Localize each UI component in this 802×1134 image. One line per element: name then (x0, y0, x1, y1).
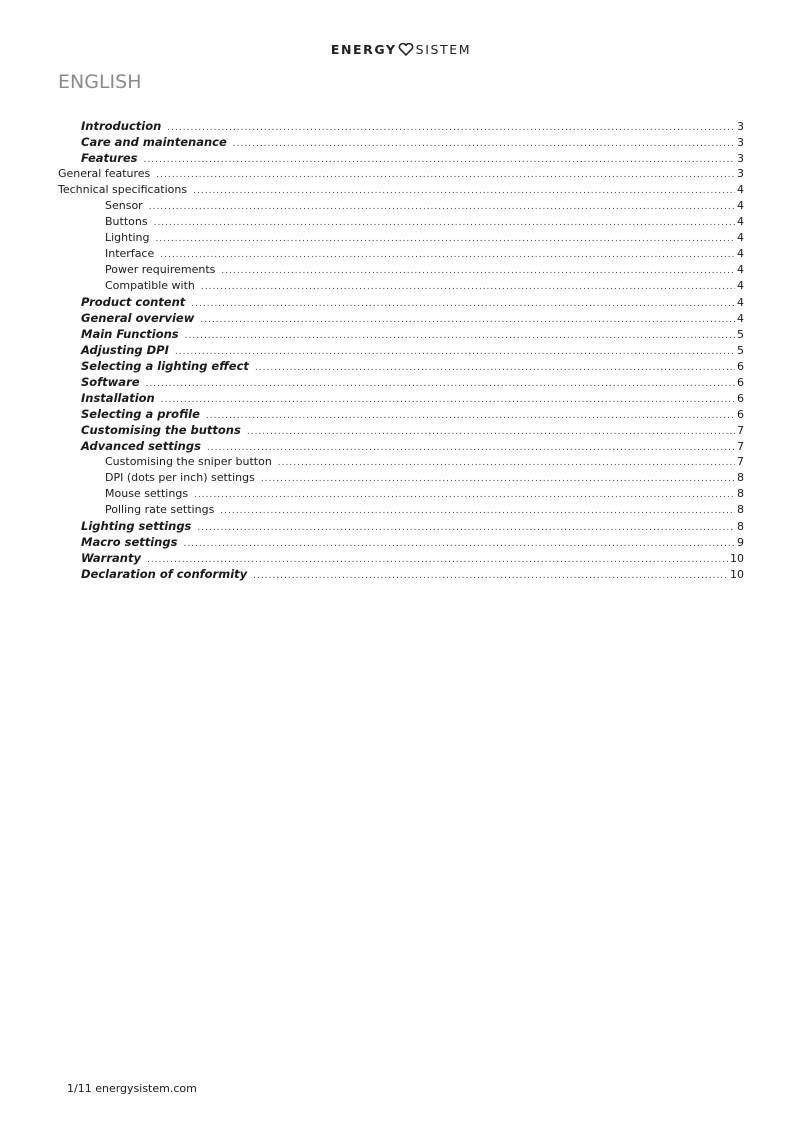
toc-entry-page: 8 (737, 471, 744, 484)
toc-entry[interactable] (58, 167, 744, 181)
toc-leader-dots (149, 200, 735, 214)
toc-entry-title: Declaration of conformity (81, 567, 248, 581)
toc-entry-title: General features (58, 167, 151, 180)
toc-entry-title: Features (81, 151, 138, 165)
toc-entry[interactable] (81, 327, 744, 341)
toc-entry-title: Selecting a profile (81, 407, 200, 421)
toc-entry-title: Interface (105, 247, 155, 260)
toc-entry-page: 5 (737, 344, 744, 357)
toc-leader-dots (144, 153, 735, 167)
toc-entry-title: Software (81, 375, 140, 389)
toc-entry[interactable] (105, 487, 744, 501)
toc-entry[interactable] (81, 311, 744, 325)
toc-leader-dots (206, 409, 735, 423)
toc-entry-title: Mouse settings (105, 487, 189, 500)
toc-entry-title: Polling rate settings (105, 503, 215, 516)
toc-entry-title: DPI (dots per inch) settings (105, 471, 255, 484)
toc-leader-dots (278, 456, 735, 470)
page-indicator: 1/11 (67, 1082, 92, 1095)
toc-leader-dots (197, 521, 735, 535)
toc-entry-page: 8 (737, 503, 744, 516)
toc-entry-page: 6 (737, 392, 744, 405)
toc-entry-title: Warranty (81, 551, 141, 565)
toc-entry[interactable] (81, 359, 744, 373)
toc-entry[interactable] (81, 535, 744, 549)
toc-leader-dots (175, 345, 735, 359)
toc-entry[interactable] (81, 119, 744, 133)
toc-entry-title: Main Functions (81, 327, 179, 341)
toc-leader-dots (191, 297, 735, 311)
toc-entry-title: Customising the buttons (81, 423, 241, 437)
toc-entry-page: 3 (737, 136, 744, 149)
toc-entry[interactable] (81, 391, 744, 405)
toc-leader-dots (155, 232, 735, 246)
toc-leader-dots (233, 137, 735, 151)
toc-entry-page: 4 (737, 183, 744, 196)
toc-leader-dots (154, 216, 735, 230)
toc-entry[interactable] (81, 375, 744, 389)
toc-entry-page: 4 (737, 296, 744, 309)
toc-entry[interactable] (81, 439, 744, 453)
brand-logo (0, 41, 802, 57)
toc-leader-dots (160, 248, 735, 262)
toc-leader-dots (200, 313, 735, 327)
toc-leader-dots (147, 553, 728, 567)
toc-entry[interactable] (105, 215, 744, 229)
toc-entry-title: Product content (81, 295, 186, 309)
toc-entry-title: Introduction (81, 119, 162, 133)
toc-leader-dots (261, 472, 735, 486)
toc-entry[interactable] (81, 343, 744, 357)
toc-entry-page: 6 (737, 408, 744, 421)
toc-entry[interactable] (81, 423, 744, 437)
language-heading: ENGLISH (58, 71, 142, 93)
toc-entry-page: 6 (737, 376, 744, 389)
toc-entry-page: 4 (737, 247, 744, 260)
website-url[interactable]: energysistem.com (95, 1082, 197, 1095)
toc-entry-title: Lighting (105, 231, 150, 244)
heart-check-icon (398, 43, 414, 56)
toc-entry-page: 4 (737, 263, 744, 276)
toc-leader-dots (167, 121, 735, 135)
toc-entry-title: General overview (81, 311, 195, 325)
toc-entry-title: Advanced settings (81, 439, 201, 453)
toc-entry[interactable] (81, 519, 744, 533)
toc-entry[interactable] (81, 551, 744, 565)
toc-entry-page: 7 (737, 424, 744, 437)
toc-entry[interactable] (105, 471, 744, 485)
toc-entry-page: 7 (737, 440, 744, 453)
toc-entry-page: 3 (737, 167, 744, 180)
toc-entry-title: Buttons (105, 215, 148, 228)
toc-entry-page: 4 (737, 231, 744, 244)
toc-entry-title: Technical specifications (58, 183, 188, 196)
toc-entry-title: Care and maintenance (81, 135, 227, 149)
page-footer (67, 1082, 197, 1095)
toc-entry-page: 10 (730, 568, 744, 581)
toc-leader-dots (255, 361, 735, 375)
toc-entry-page: 8 (737, 487, 744, 500)
toc-entry[interactable] (81, 135, 744, 149)
toc-leader-dots (161, 393, 735, 407)
toc-entry-page: 4 (737, 279, 744, 292)
toc-entry[interactable] (81, 567, 744, 581)
toc-entry[interactable] (81, 407, 744, 421)
toc-entry-page: 8 (737, 520, 744, 533)
toc-leader-dots (220, 504, 735, 518)
toc-entry-page: 4 (737, 199, 744, 212)
toc-entry-title: Selecting a lighting effect (81, 359, 249, 373)
toc-entry[interactable] (105, 247, 744, 261)
toc-entry-title: Customising the sniper button (105, 455, 272, 468)
toc-entry[interactable] (58, 183, 744, 197)
toc-entry[interactable] (105, 279, 744, 293)
toc-entry[interactable] (105, 199, 744, 213)
toc-entry-title: Adjusting DPI (81, 343, 169, 357)
toc-entry-page: 4 (737, 215, 744, 228)
toc-entry-title: Compatible with (105, 279, 195, 292)
toc-entry-title: Lighting settings (81, 519, 192, 533)
toc-leader-dots (193, 184, 735, 198)
toc-entry[interactable] (81, 151, 744, 165)
toc-entry-title: Installation (81, 391, 155, 405)
toc-leader-dots (183, 537, 735, 551)
toc-entry-page: 3 (737, 120, 744, 133)
toc-entry[interactable] (105, 231, 744, 245)
toc-entry-page: 10 (730, 552, 744, 565)
toc-entry-page: 7 (737, 455, 744, 468)
toc-entry-page: 6 (737, 360, 744, 373)
toc-entry-title: Sensor (105, 199, 143, 212)
toc-entry-page: 5 (737, 328, 744, 341)
toc-leader-dots (156, 168, 735, 182)
toc-entry-page: 9 (737, 536, 744, 549)
toc-leader-dots (207, 441, 735, 455)
toc-leader-dots (247, 425, 735, 439)
toc-entry[interactable] (105, 263, 744, 277)
toc-entry[interactable] (105, 455, 744, 469)
toc-leader-dots (146, 377, 735, 391)
toc-entry-page: 4 (737, 312, 744, 325)
toc-leader-dots (185, 329, 735, 343)
toc-leader-dots (201, 280, 735, 294)
toc-leader-dots (194, 488, 735, 502)
toc-entry[interactable] (105, 503, 744, 517)
toc-entry[interactable] (81, 295, 744, 309)
toc-leader-dots (221, 264, 735, 278)
toc-leader-dots (253, 569, 728, 583)
brand-name-part1: ENERGY (330, 41, 397, 57)
brand-name-part2: SISTEM (415, 41, 472, 57)
toc-entry-title: Macro settings (81, 535, 178, 549)
toc-entry-page: 3 (737, 152, 744, 165)
toc-entry-title: Power requirements (105, 263, 216, 276)
